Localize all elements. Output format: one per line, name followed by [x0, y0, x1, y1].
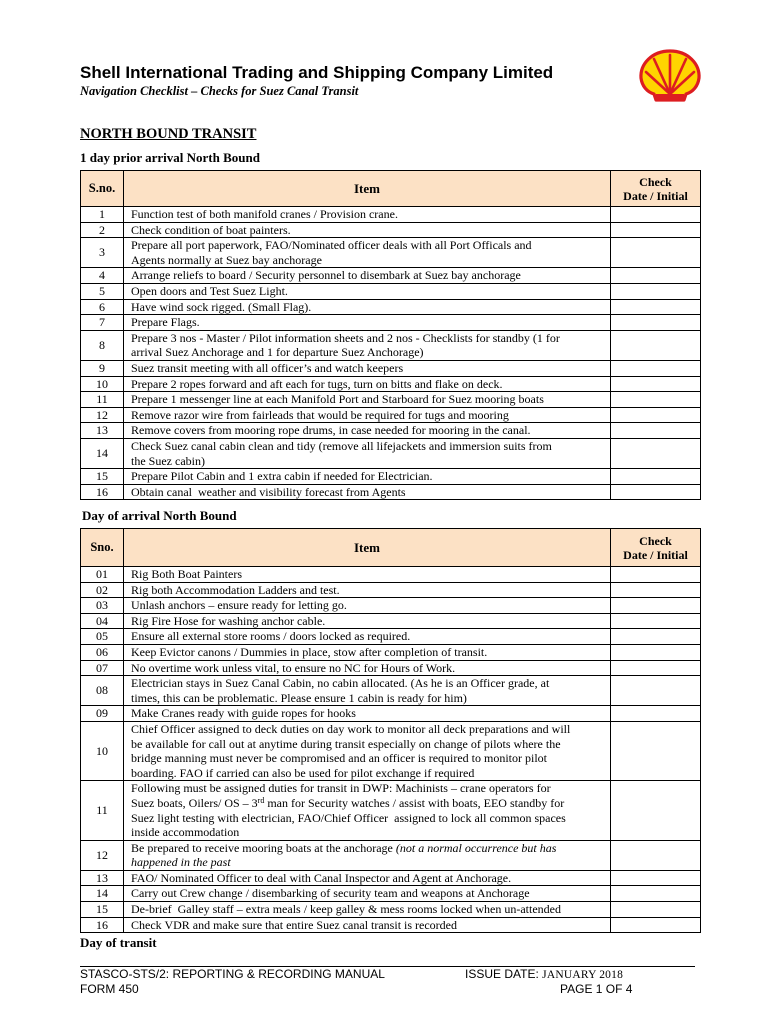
item-line: be available for call out at anytime during transit especially on change of pilots where the	[131, 736, 561, 751]
row-item-cell	[124, 886, 611, 902]
row-item-cell	[124, 238, 611, 268]
item-line	[131, 841, 606, 856]
row-check-cell	[611, 423, 701, 439]
item-line: times, this can be problematic. Please ensure 1 cabin is ready for him)	[131, 690, 467, 705]
item-line: Check Suez canal cabin clean and tidy (remove all lifejackets and immersion suits from	[131, 438, 552, 453]
item-line: No overtime work unless vital, to ensure no NC for Hours of Work.	[131, 660, 456, 675]
item-text-segment: rd	[257, 795, 265, 805]
row-check-cell	[611, 207, 701, 223]
table-row	[81, 902, 701, 918]
row-sno-cell: 13	[81, 423, 124, 439]
row-item-cell	[124, 423, 611, 439]
row-item-cell	[124, 613, 611, 629]
table-caption-day-of-arrival: Day of arrival North Bound	[82, 508, 237, 523]
row-item-cell	[124, 207, 611, 223]
table-row	[81, 706, 701, 722]
row-sno-cell: 16	[81, 917, 124, 933]
table-row	[81, 207, 701, 223]
column-header-item: Item	[124, 529, 611, 567]
row-item-cell	[124, 721, 611, 780]
table-row	[81, 392, 701, 408]
row-sno-cell: 8	[81, 330, 124, 360]
row-item-cell	[124, 629, 611, 645]
item-line: Electrician stays in Suez Canal Cabin, no cabin allocated. (As he is an Officer grade, at	[131, 676, 550, 691]
item-line: Remove covers from mooring rope drums, in case needed for mooring in the canal.	[131, 423, 531, 438]
footer-issue-date	[465, 967, 623, 982]
item-line: Following must be assigned duties for transit in DWP: Machinists – crane operators for	[131, 781, 551, 796]
row-check-cell	[611, 315, 701, 331]
row-item-cell	[124, 567, 611, 583]
row-sno-cell: 10	[81, 376, 124, 392]
table-row	[81, 613, 701, 629]
row-check-cell	[611, 781, 701, 840]
row-sno-cell: 2	[81, 222, 124, 238]
item-line: Suez transit meeting with all officer’s and watch keepers	[131, 360, 404, 375]
row-check-cell	[611, 598, 701, 614]
item-line: Obtain canal weather and visibility forecast from Agents	[131, 484, 406, 499]
row-check-cell	[611, 469, 701, 485]
item-line: Prepare Pilot Cabin and 1 extra cabin if needed for Electrician.	[131, 469, 433, 484]
row-item-cell	[124, 870, 611, 886]
item-line: Make Cranes ready with guide ropes for hooks	[131, 706, 356, 721]
item-line: Agents normally at Suez bay anchorage	[131, 252, 322, 267]
item-line: arrival Suez Anchorage and 1 for departure Suez Anchorage)	[131, 345, 424, 360]
row-sno-cell: 7	[81, 315, 124, 331]
row-item-cell	[124, 840, 611, 870]
row-sno-cell: 07	[81, 660, 124, 676]
footer-issue-label: ISSUE DATE:	[465, 967, 539, 981]
row-sno-cell: 08	[81, 676, 124, 706]
item-line: Function test of both manifold cranes / Provision crane.	[131, 207, 398, 221]
row-item-cell	[124, 484, 611, 500]
item-line: Check VDR and make sure that entire Suez canal transit is recorded	[131, 917, 457, 932]
row-item-cell	[124, 283, 611, 299]
column-header-date-initial-label: Date / Initial	[623, 188, 688, 203]
row-sno-cell: 12	[81, 407, 124, 423]
row-sno-cell: 05	[81, 629, 124, 645]
item-line: boarding. FAO if carried can also be used for pilot exchange if required	[131, 765, 475, 780]
item-line: the Suez cabin)	[131, 453, 205, 468]
table-row	[81, 660, 701, 676]
row-item-cell	[124, 582, 611, 598]
column-header-sno: Sno.	[81, 529, 124, 567]
item-line: Have wind sock rigged. (Small Flag).	[131, 299, 312, 314]
table-row	[81, 407, 701, 423]
company-title: Shell International Trading and Shipping Company Limited	[80, 63, 554, 82]
row-sno-cell: 16	[81, 484, 124, 500]
table-row	[81, 721, 701, 780]
checklist-table-day-of-arrival	[80, 528, 701, 933]
table-row	[81, 886, 701, 902]
item-line: Unlash anchors – ensure ready for letting go.	[131, 598, 347, 613]
item-line: Rig both Accommodation Ladders and test.	[131, 582, 340, 597]
row-item-cell	[124, 469, 611, 485]
item-line: Rig Both Boat Painters	[131, 567, 242, 581]
table-header-row	[81, 529, 701, 567]
table-row	[81, 376, 701, 392]
column-header-date-initial-label: Date / Initial	[623, 547, 688, 562]
table-row	[81, 299, 701, 315]
row-sno-cell: 02	[81, 582, 124, 598]
row-check-cell	[611, 407, 701, 423]
row-sno-cell: 06	[81, 644, 124, 660]
row-item-cell	[124, 706, 611, 722]
row-check-cell	[611, 902, 701, 918]
row-item-cell	[124, 360, 611, 376]
table-row	[81, 330, 701, 360]
item-line: Prepare 1 messenger line at each Manifold Port and Starboard for Suez mooring boats	[131, 392, 544, 407]
item-line: Prepare all port paperwork, FAO/Nominated officer deals with all Port Officals and	[131, 238, 532, 253]
row-check-cell	[611, 438, 701, 468]
column-header-check	[611, 171, 701, 207]
row-sno-cell: 11	[81, 392, 124, 408]
row-sno-cell: 03	[81, 598, 124, 614]
table-header-row	[81, 171, 701, 207]
footer-form-number: FORM 450	[80, 982, 139, 996]
row-check-cell	[611, 484, 701, 500]
document-subtitle: Navigation Checklist – Checks for Suez Canal Transit	[80, 84, 359, 98]
table-row	[81, 629, 701, 645]
row-sno-cell: 4	[81, 268, 124, 284]
column-header-check-label: Check	[639, 533, 672, 548]
row-check-cell	[611, 330, 701, 360]
item-line: Arrange reliefs to board / Security personnel to disembark at Suez bay anchorage	[131, 268, 521, 283]
row-sno-cell: 5	[81, 283, 124, 299]
item-line: Open doors and Test Suez Light.	[131, 283, 288, 298]
table-row	[81, 781, 701, 840]
row-check-cell	[611, 886, 701, 902]
table-body	[81, 567, 701, 933]
item-line: FAO/ Nominated Officer to deal with Canal Inspector and Agent at Anchorage.	[131, 870, 512, 885]
checklist-table-prior-arrival	[80, 170, 701, 500]
item-text-segment: Suez boats, Oilers/ OS – 3	[131, 795, 258, 810]
table-row	[81, 484, 701, 500]
item-line: inside accommodation	[131, 825, 240, 840]
item-line: Remove razor wire from fairleads that would be required for tugs and mooring	[131, 407, 509, 422]
item-line: Prepare 2 ropes forward and aft each for tugs, turn on bitts and flake on deck.	[131, 376, 503, 391]
row-check-cell	[611, 376, 701, 392]
item-line: De-brief Galley staff – extra meals / keep galley & mess rooms locked when un-attended	[131, 902, 561, 917]
table-row	[81, 423, 701, 439]
row-check-cell	[611, 629, 701, 645]
table-row	[81, 268, 701, 284]
row-item-cell	[124, 676, 611, 706]
column-header-sno: S.no.	[81, 171, 124, 207]
table-row	[81, 582, 701, 598]
item-text-segment: (not a normal occurrence but has	[395, 840, 557, 855]
row-sno-cell: 13	[81, 870, 124, 886]
section-title: NORTH BOUND TRANSIT	[80, 126, 257, 142]
item-text-segment: Be prepared to receive mooring boats at the anchorage	[131, 840, 396, 855]
table-row	[81, 315, 701, 331]
item-line	[131, 855, 606, 870]
row-sno-cell: 04	[81, 613, 124, 629]
table-row	[81, 438, 701, 468]
row-sno-cell: 1	[81, 207, 124, 223]
column-header-check-label: Check	[639, 174, 672, 189]
row-check-cell	[611, 360, 701, 376]
table-caption-prior-arrival: 1 day prior arrival North Bound	[80, 150, 260, 165]
table-row	[81, 644, 701, 660]
row-item-cell	[124, 407, 611, 423]
row-sno-cell: 9	[81, 360, 124, 376]
table-row	[81, 676, 701, 706]
row-check-cell	[611, 660, 701, 676]
row-check-cell	[611, 917, 701, 933]
item-line: Keep Evictor canons / Dummies in place, stow after completion of transit.	[131, 644, 488, 659]
row-sno-cell: 3	[81, 238, 124, 268]
row-item-cell	[124, 376, 611, 392]
table-row	[81, 469, 701, 485]
shell-pecten-logo-icon	[637, 48, 703, 106]
item-line	[131, 796, 606, 811]
table-row	[81, 238, 701, 268]
row-check-cell	[611, 299, 701, 315]
row-item-cell	[124, 299, 611, 315]
row-item-cell	[124, 392, 611, 408]
item-line: bridge manning must never be compromised and an officer is required to monitor pilot	[131, 751, 548, 766]
table-row	[81, 840, 701, 870]
section-caption-day-of-transit: Day of transit	[80, 935, 157, 950]
row-sno-cell: 01	[81, 567, 124, 583]
row-item-cell	[124, 660, 611, 676]
row-sno-cell: 14	[81, 886, 124, 902]
row-item-cell	[124, 902, 611, 918]
footer-issue-date-value: JANUARY 2018	[542, 969, 624, 981]
table-row	[81, 222, 701, 238]
row-check-cell	[611, 613, 701, 629]
item-text-segment: man for Security watches / assist with boats, EEO standby for	[264, 795, 565, 810]
item-line: Ensure all external store rooms / doors locked as required.	[131, 629, 411, 644]
row-item-cell	[124, 315, 611, 331]
item-line: Carry out Crew change / disembarking of security team and weapons at Anchorage	[131, 886, 530, 901]
row-item-cell	[124, 330, 611, 360]
row-sno-cell: 11	[81, 781, 124, 840]
table-body	[81, 207, 701, 500]
row-item-cell	[124, 598, 611, 614]
table-row	[81, 283, 701, 299]
table-row	[81, 567, 701, 583]
row-sno-cell: 15	[81, 902, 124, 918]
row-check-cell	[611, 222, 701, 238]
row-check-cell	[611, 392, 701, 408]
row-check-cell	[611, 721, 701, 780]
row-check-cell	[611, 840, 701, 870]
item-line: Prepare 3 nos - Master / Pilot information sheets and 2 nos - Checklists for standby (1 for	[131, 330, 560, 345]
row-sno-cell: 12	[81, 840, 124, 870]
row-sno-cell: 6	[81, 299, 124, 315]
table-row	[81, 870, 701, 886]
row-check-cell	[611, 676, 701, 706]
row-check-cell	[611, 582, 701, 598]
row-check-cell	[611, 238, 701, 268]
row-item-cell	[124, 781, 611, 840]
table-row	[81, 917, 701, 933]
row-check-cell	[611, 567, 701, 583]
row-sno-cell: 15	[81, 469, 124, 485]
row-item-cell	[124, 268, 611, 284]
row-item-cell	[124, 438, 611, 468]
row-item-cell	[124, 917, 611, 933]
item-line: Check condition of boat painters.	[131, 222, 291, 237]
row-check-cell	[611, 644, 701, 660]
item-line: Prepare Flags.	[131, 315, 200, 330]
item-line: Suez light testing with electrician, FAO/Chief Officer assigned to lock all common spaces	[131, 810, 566, 825]
item-text-segment: happened in the past	[131, 855, 231, 870]
row-check-cell	[611, 283, 701, 299]
column-header-item: Item	[124, 171, 611, 207]
row-check-cell	[611, 706, 701, 722]
table-row	[81, 360, 701, 376]
table-row	[81, 598, 701, 614]
row-sno-cell: 14	[81, 438, 124, 468]
row-sno-cell: 10	[81, 721, 124, 780]
item-line: Chief Officer assigned to deck duties on day work to monitor all deck preparations and will	[131, 721, 571, 736]
row-check-cell	[611, 870, 701, 886]
row-item-cell	[124, 644, 611, 660]
item-line: Rig Fire Hose for washing anchor cable.	[131, 613, 326, 628]
footer-manual-reference: STASCO-STS/2: REPORTING & RECORDING MANUAL	[80, 967, 385, 981]
row-item-cell	[124, 222, 611, 238]
row-sno-cell: 09	[81, 706, 124, 722]
footer-page-number: PAGE 1 OF 4	[560, 982, 633, 996]
row-check-cell	[611, 268, 701, 284]
column-header-check	[611, 529, 701, 567]
